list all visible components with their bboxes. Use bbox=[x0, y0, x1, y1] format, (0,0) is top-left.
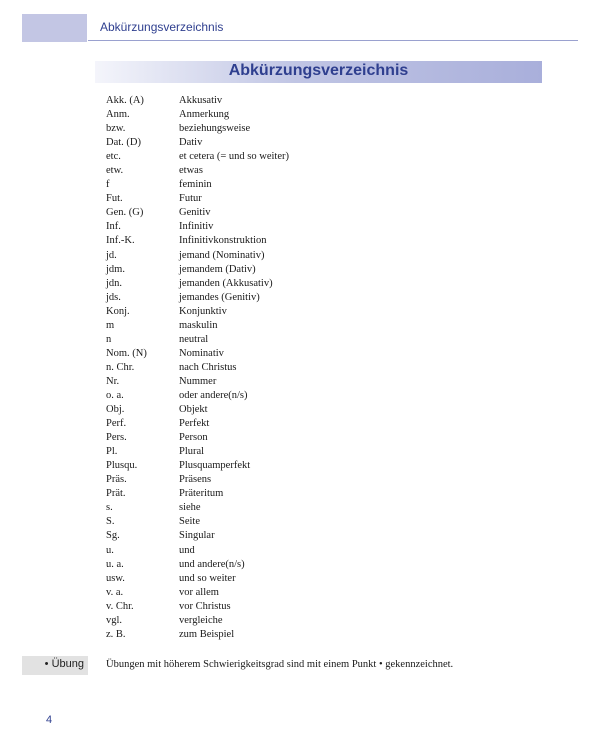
abbreviation: jdn. bbox=[106, 277, 123, 289]
abbreviation-meaning: neutral bbox=[179, 333, 209, 345]
abbreviation-meaning: maskulin bbox=[179, 319, 218, 331]
abbreviation-meaning: Plural bbox=[179, 446, 205, 458]
header-tab bbox=[22, 14, 87, 42]
list-item bbox=[106, 375, 546, 389]
abbreviation: Nom. (N) bbox=[106, 347, 147, 359]
list-item bbox=[106, 192, 546, 206]
list-item bbox=[106, 108, 546, 122]
list-item bbox=[106, 94, 546, 108]
abbreviation-meaning: vor Christus bbox=[179, 600, 231, 612]
abbreviation-meaning: oder andere(n/s) bbox=[179, 389, 248, 401]
abbreviation-meaning: jemand (Nominativ) bbox=[179, 249, 265, 261]
abbreviation-meaning: Plusquamperfekt bbox=[179, 460, 251, 472]
abbreviation: n. Chr. bbox=[106, 361, 135, 373]
abbreviation: jd. bbox=[106, 249, 117, 261]
abbreviation: Pl. bbox=[106, 446, 118, 458]
abbreviation-meaning: etwas bbox=[179, 165, 203, 177]
abbreviation: Plusqu. bbox=[106, 460, 138, 472]
list-item bbox=[106, 178, 546, 192]
list-item bbox=[106, 277, 546, 291]
list-item bbox=[106, 501, 546, 515]
list-item bbox=[106, 544, 546, 558]
abbreviation-meaning: Infinitivkonstruktion bbox=[179, 235, 267, 247]
abbreviation: Obj. bbox=[106, 404, 125, 416]
abbreviation-meaning: Anmerkung bbox=[179, 109, 230, 121]
list-item bbox=[106, 473, 546, 487]
list-item bbox=[106, 263, 546, 277]
abbreviation-meaning: Infinitiv bbox=[179, 221, 214, 233]
list-item bbox=[106, 164, 546, 178]
exercise-label: • Übung bbox=[44, 658, 84, 670]
abbreviation: Konj. bbox=[106, 305, 130, 317]
abbreviation: Fut. bbox=[106, 193, 123, 205]
abbreviation-meaning: und andere(n/s) bbox=[179, 558, 245, 570]
abbreviation: usw. bbox=[106, 572, 125, 584]
list-item bbox=[106, 361, 546, 375]
list-item bbox=[106, 249, 546, 263]
abbreviation: Sg. bbox=[106, 530, 120, 542]
abbreviation: vgl. bbox=[106, 614, 123, 626]
abbreviation: v. a. bbox=[106, 586, 124, 598]
abbreviation-meaning: jemanden (Akkusativ) bbox=[179, 277, 273, 289]
list-item bbox=[106, 558, 546, 572]
abbreviation-list bbox=[106, 94, 546, 642]
list-item bbox=[106, 431, 546, 445]
abbreviation: v. Chr. bbox=[106, 600, 134, 612]
list-item bbox=[106, 614, 546, 628]
abbreviation: Perf. bbox=[106, 418, 127, 430]
abbreviation-meaning: Singular bbox=[179, 530, 215, 542]
list-item bbox=[106, 333, 546, 347]
abbreviation-meaning: jemandes (Genitiv) bbox=[179, 291, 260, 303]
abbreviation: etw. bbox=[106, 165, 124, 177]
abbreviation: o. a. bbox=[106, 389, 124, 401]
list-item bbox=[106, 347, 546, 361]
list-item bbox=[106, 572, 546, 586]
exercise-note: Übungen mit höherem Schwierigkeitsgrad sind mit einem Punkt • gekennzeichnet. bbox=[106, 659, 454, 670]
abbreviation: Präs. bbox=[106, 474, 127, 486]
abbreviation: jdm. bbox=[106, 263, 125, 275]
page-title: Abkürzungsverzeichnis bbox=[228, 62, 409, 79]
list-item bbox=[106, 487, 546, 501]
abbreviation-meaning: Nominativ bbox=[179, 347, 224, 359]
abbreviation: S. bbox=[106, 516, 115, 528]
abbreviation: m bbox=[106, 319, 115, 331]
abbreviation-meaning: Person bbox=[179, 432, 208, 444]
abbreviation-meaning: feminin bbox=[179, 179, 212, 191]
abbreviation-meaning: Genitiv bbox=[179, 207, 211, 219]
abbreviation-meaning: Objekt bbox=[179, 404, 208, 416]
abbreviation: Gen. (G) bbox=[106, 207, 144, 219]
abbreviation: Inf.-K. bbox=[106, 235, 135, 247]
list-item bbox=[106, 529, 546, 543]
abbreviation-meaning: nach Christus bbox=[179, 361, 237, 373]
abbreviation-meaning: Nummer bbox=[179, 375, 217, 387]
abbreviation-meaning: jemandem (Dativ) bbox=[179, 263, 256, 275]
abbreviation-meaning: siehe bbox=[179, 502, 201, 514]
abbreviation-meaning: Perfekt bbox=[179, 418, 210, 430]
list-item bbox=[106, 445, 546, 459]
abbreviation-meaning: Konjunktiv bbox=[179, 305, 227, 317]
abbreviation-meaning: Futur bbox=[179, 193, 202, 205]
abbreviation-meaning: vor allem bbox=[179, 586, 219, 598]
list-item bbox=[106, 515, 546, 529]
abbreviation: u. bbox=[106, 544, 114, 556]
abbreviation-meaning: vergleiche bbox=[179, 614, 223, 626]
list-item bbox=[106, 389, 546, 403]
abbreviation: Akk. (A) bbox=[106, 95, 144, 106]
running-header: Abkürzungsverzeichnis bbox=[100, 20, 224, 34]
list-item bbox=[106, 136, 546, 150]
page-number: 4 bbox=[46, 714, 53, 726]
list-item bbox=[106, 600, 546, 614]
abbreviation: f bbox=[106, 179, 110, 191]
header-rule bbox=[88, 40, 578, 41]
abbreviation-meaning: et cetera (= und so weiter) bbox=[179, 151, 289, 163]
abbreviation-meaning: Dativ bbox=[179, 137, 203, 149]
list-item bbox=[106, 206, 546, 220]
abbreviation: u. a. bbox=[106, 558, 124, 570]
abbreviation: etc. bbox=[106, 151, 121, 163]
abbreviation: jds. bbox=[106, 291, 121, 303]
exercise-tab bbox=[22, 656, 88, 675]
list-item bbox=[106, 220, 546, 234]
abbreviation-meaning: und so weiter bbox=[179, 572, 236, 584]
abbreviation: bzw. bbox=[106, 123, 126, 135]
list-item bbox=[106, 628, 546, 642]
list-item bbox=[106, 586, 546, 600]
list-item bbox=[106, 291, 546, 305]
list-item bbox=[106, 305, 546, 319]
abbreviation: Anm. bbox=[106, 109, 130, 121]
list-item bbox=[106, 150, 546, 164]
abbreviation: Dat. (D) bbox=[106, 137, 141, 149]
abbreviation: Pers. bbox=[106, 432, 127, 444]
abbreviation-meaning: Präsens bbox=[179, 474, 212, 486]
abbreviation: s. bbox=[106, 502, 113, 514]
section-title-bar bbox=[95, 61, 542, 83]
abbreviation-meaning: beziehungsweise bbox=[179, 123, 251, 135]
abbreviation-meaning: Präteritum bbox=[179, 488, 224, 500]
abbreviation-meaning: Akkusativ bbox=[179, 95, 223, 106]
list-item bbox=[106, 403, 546, 417]
list-item bbox=[106, 234, 546, 248]
abbreviation: Inf. bbox=[106, 221, 121, 233]
abbreviation: Nr. bbox=[106, 375, 120, 387]
list-item bbox=[106, 122, 546, 136]
abbreviation: z. B. bbox=[106, 628, 126, 640]
abbreviation-meaning: Seite bbox=[179, 516, 200, 528]
abbreviation-meaning: zum Beispiel bbox=[179, 628, 235, 640]
abbreviation-meaning: und bbox=[179, 544, 195, 556]
list-item bbox=[106, 417, 546, 431]
abbreviation: n bbox=[106, 333, 112, 345]
list-item bbox=[106, 459, 546, 473]
list-item bbox=[106, 319, 546, 333]
abbreviation: Prät. bbox=[106, 488, 126, 500]
